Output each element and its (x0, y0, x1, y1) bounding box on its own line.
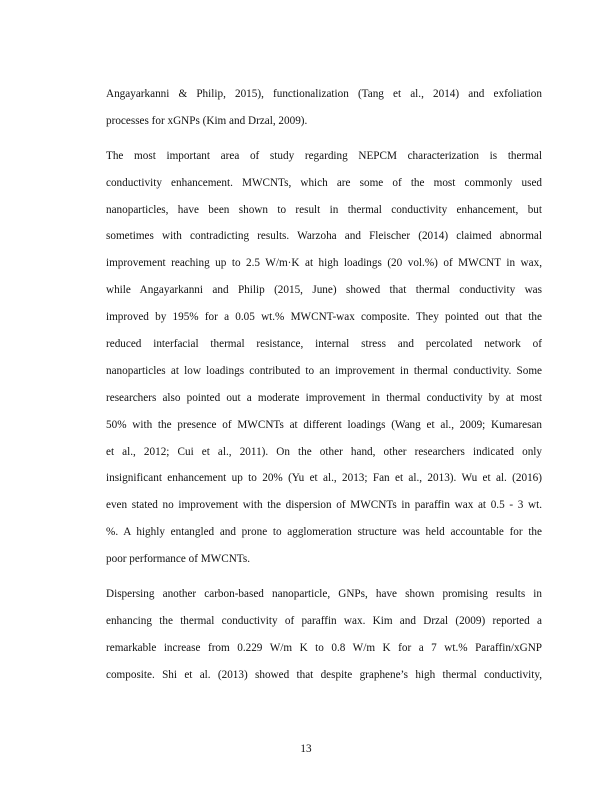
text-line: nanoparticles at low loadings contributed to an improvement in thermal conductivity. Some (106, 364, 542, 377)
body-text (106, 81, 542, 689)
text-line: et al., 2012; Cui et al., 2011). On the other hand, other researchers indicated only (106, 445, 542, 458)
text-line: insignificant enhancement up to 20% (Yu et al., 2013; Fan et al., 2013). Wu et al. (2016) (106, 472, 542, 485)
paragraph-2 (106, 143, 542, 573)
text-line: poor performance of MWCNTs. (106, 553, 250, 566)
text-line: even stated no improvement with the dispersion of MWCNTs in paraffin wax at 0.5 - 3 wt. (106, 499, 542, 512)
text-line: conductivity enhancement. MWCNTs, which are some of the most commonly used (106, 176, 542, 189)
text-line: while Angayarkanni and Philip (2015, June) showed that thermal conductivity was (106, 284, 542, 297)
paragraph-3 (106, 581, 542, 689)
text-line: reduced interfacial thermal resistance, internal stress and percolated network of (106, 338, 542, 351)
paragraph-gap (106, 573, 542, 581)
text-line: remarkable increase from 0.229 W/m K to 0.8 W/m K for a 7 wt.% Paraffin/xGNP (106, 641, 542, 654)
page-number: 13 (300, 743, 312, 755)
text-line: %. A highly entangled and prone to agglomeration structure was held accountable for the (106, 526, 542, 539)
text-line: nanoparticles, have been shown to result in thermal conductivity enhancement, but (106, 203, 542, 216)
paragraph-gap (106, 135, 542, 143)
text-line: processes for xGNPs (Kim and Drzal, 2009). (106, 114, 308, 127)
text-line: sometimes with contradicting results. Warzoha and Fleischer (2014) claimed abnormal (106, 230, 542, 243)
text-line: improvement reaching up to 2.5 W/m·K at high loadings (20 vol.%) of MWCNT in wax, (106, 257, 542, 270)
text-line: 50% with the presence of MWCNTs at different loadings (Wang et al., 2009; Kumaresan (106, 418, 542, 431)
text-line: improved by 195% for a 0.05 wt.% MWCNT-wax composite. They pointed out that the (106, 311, 542, 324)
text-line: The most important area of study regarding NEPCM characterization is thermal (106, 149, 542, 162)
text-line: Angayarkanni & Philip, 2015), functionalization (Tang et al., 2014) and exfoliation (106, 88, 542, 100)
paragraph-1 (106, 81, 542, 135)
text-line: composite. Shi et al. (2013) showed that despite graphene’s high thermal conductivity, (106, 668, 542, 681)
text-line: Dispersing another carbon-based nanoparticle, GNPs, have shown promising results in (106, 588, 542, 601)
text-line: enhancing the thermal conductivity of paraffin wax. Kim and Drzal (2009) reported a (106, 614, 542, 627)
text-line: researchers also pointed out a moderate improvement in thermal conductivity by at most (106, 391, 542, 404)
